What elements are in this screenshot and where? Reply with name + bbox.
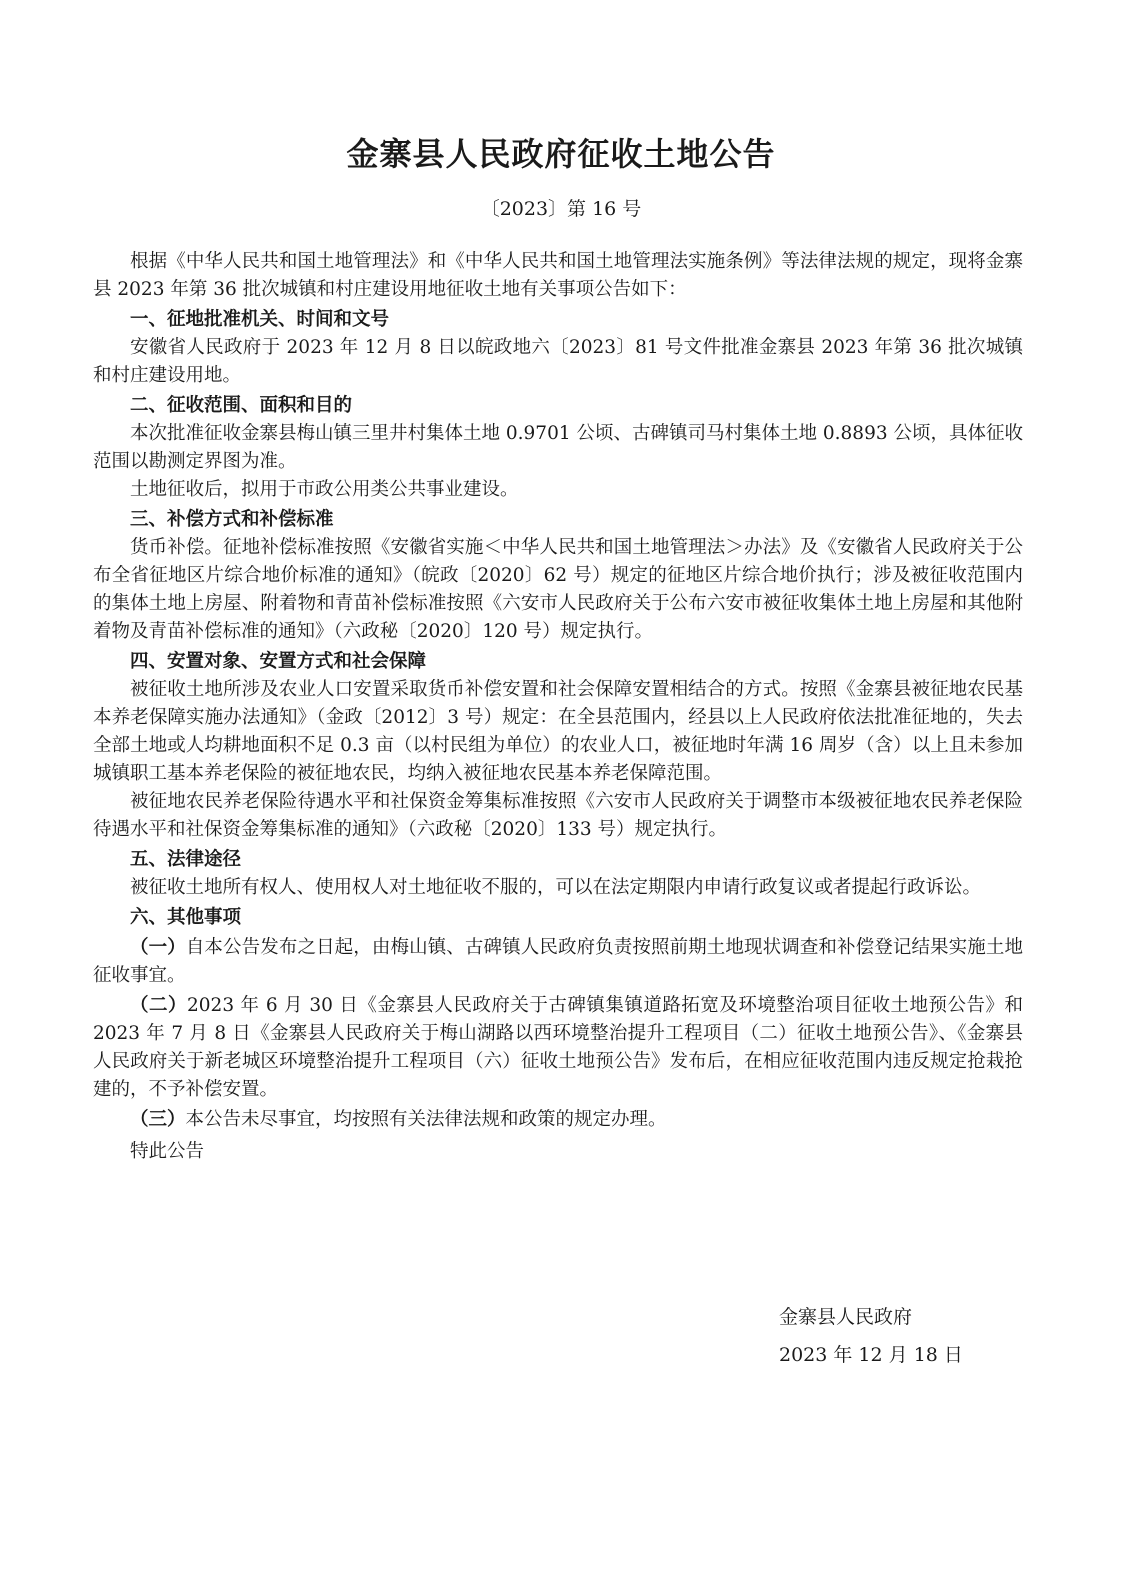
other-item <box>93 934 1023 990</box>
section-heading: 三、补偿方式和补偿标准 <box>130 509 334 530</box>
section-paragraph: 本次批准征收金寨县梅山镇三里井村集体土地 0.9701 公顷、古碑镇司马村集体土地 0.8893 公顷，具体征收范围以勘测定界图为准。 <box>93 423 1023 472</box>
section-paragraph: 土地征收后，拟用于市政公用类公共事业建设。 <box>130 479 519 500</box>
section-paragraph: 被征地农民养老保险待遇水平和社保资金筹集标准按照《六安市人民政府关于调整市本级被征地农民养老保险待遇水平和社保资金筹集标准的通知》（六政秘〔2020〕133 号）规定执行。 <box>93 791 1023 840</box>
section-paragraph: 被征收土地所涉及农业人口安置采取货币补偿安置和社会保障安置相结合的方式。按照《金寨县被征地农民基本养老保障实施办法通知》（金政〔2012〕3 号）规定：在全县范围内，经县以上人民政府依法批准征地的，失去全部土地或人均耕地面积不足 0.3 亩（以村民组为单位）的农业人口，被征地时年满 16 周岁（含）以上且未参加城镇职工基本养老保险的被征地农民，均纳入被征地农民基本养老保障范围。 <box>93 679 1023 784</box>
intro-paragraph: 根据《中华人民共和国土地管理法》和《中华人民共和国土地管理法实施条例》等法律法规的规定，现将金寨县 2023 年第 36 批次城镇和村庄建设用地征收土地有关事项公告如下： <box>93 251 1023 300</box>
section-paragraph: 被征收土地所有权人、使用权人对土地征收不服的，可以在法定期限内申请行政复议或者提起行政诉讼。 <box>130 877 982 898</box>
section-heading: 一、征地批准机关、时间和文号 <box>130 309 390 330</box>
section-heading: 四、安置对象、安置方式和社会保障 <box>130 651 427 672</box>
section-paragraph: 安徽省人民政府于 2023 年 12 月 8 日以皖政地六〔2023〕81 号文件批准金寨县 2023 年第 36 批次城镇和村庄建设用地。 <box>93 337 1023 386</box>
section-heading: 五、法律途径 <box>130 849 242 870</box>
section-heading: 二、征收范围、面积和目的 <box>130 395 353 416</box>
other-item-label: （二） <box>130 995 188 1016</box>
other-item-text: 本公告未尽事宜，均按照有关法律法规和政策的规定办理。 <box>185 1109 667 1130</box>
other-item-label: （三） <box>130 1109 186 1130</box>
issuer-name: 金寨县人民政府 <box>779 1306 913 1328</box>
other-item-text: 自本公告发布之日起，由梅山镇、古碑镇人民政府负责按照前期土地现状调查和补偿登记结果实施土地征收事宜。 <box>93 937 1023 986</box>
signature-block <box>779 1298 963 1374</box>
other-item-text: 2023 年 6 月 30 日《金寨县人民政府关于古碑镇集镇道路拓宽及环境整治项目征收土地预公告》和 2023 年 7 月 8 日《金寨县人民政府关于梅山湖路以西环境整治提升工程项目（二）征收土地预公告》、《金寨县人民政府关于新老城区环境整治提升工程项目（六）征收土地预公告》发布后，在相应征收范围内违反规定抢栽抢建的，不予补偿安置。 <box>93 995 1023 1100</box>
closing-phrase: 特此公告 <box>130 1141 205 1162</box>
other-item <box>93 992 1023 1104</box>
section-heading: 六、其他事项 <box>130 907 242 928</box>
page-title: 金寨县人民政府征收土地公告 <box>346 135 776 173</box>
other-item <box>93 1106 1023 1134</box>
section-paragraph: 货币补偿。征地补偿标准按照《安徽省实施＜中华人民共和国土地管理法＞办法》及《安徽省人民政府关于公布全省征地区片综合地价标准的通知》（皖政〔2020〕62 号）规定的征地区片综合地价执行；涉及被征收范围内的集体土地上房屋、附着物和青苗补偿标准按照《六安市人民政府关于公布六安市被征收集体土地上房屋和其他附着物及青苗补偿标准的通知》（六政秘〔2020〕120 号）规定执行。 <box>93 537 1023 642</box>
issue-date: 2023 年 12 月 18 日 <box>779 1344 963 1366</box>
other-item-label: （一） <box>130 937 186 958</box>
document-number: 〔2023〕第 16 号 <box>480 198 642 220</box>
document-body <box>93 248 1023 1166</box>
